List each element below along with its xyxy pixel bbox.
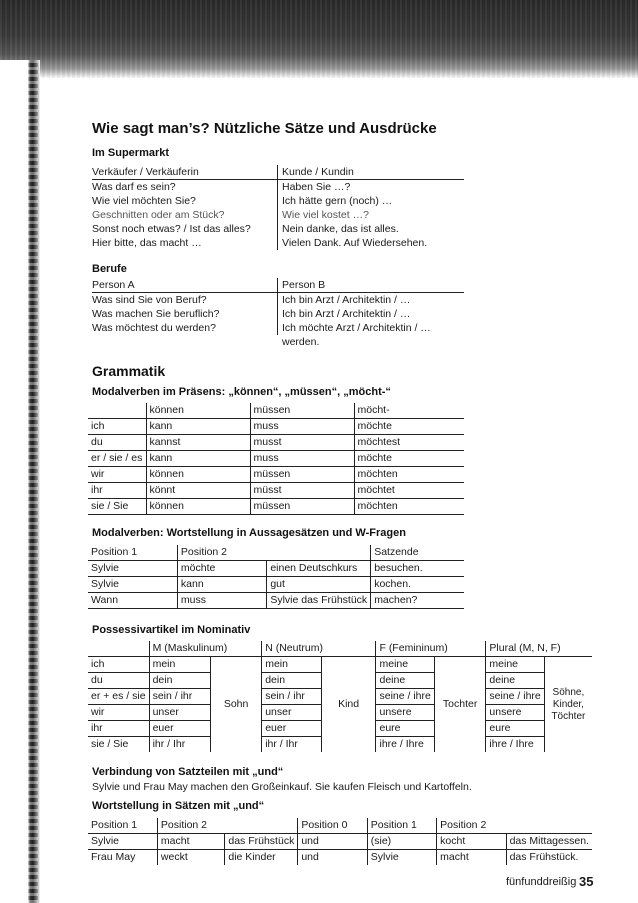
verbindung-text: Sylvie und Frau May machen den Großeinkauf. Sie kaufen Fleisch und Kartoffeln. (92, 781, 472, 793)
cell: Was machen Sie beruflich? (92, 308, 220, 320)
cell: (sie) (367, 834, 436, 850)
table-row (88, 419, 464, 435)
cell: Sylvie (367, 850, 436, 866)
cell: Position 2 (177, 545, 266, 561)
cell (88, 403, 146, 419)
cell: kannst (146, 435, 250, 451)
cell: müssen (250, 467, 354, 483)
berufe-col1-header: Person A (92, 279, 135, 291)
cell: dein (149, 673, 210, 689)
cell: Position 2 (157, 818, 224, 834)
cell: Geschnitten oder am Stück? (92, 209, 225, 221)
page-title: Wie sagt man’s? Nützliche Sätze und Ausdrücke (92, 120, 437, 137)
cell: ihr (88, 483, 146, 499)
table-row (92, 236, 464, 250)
cell: Frau May (91, 851, 136, 863)
cell: können (146, 499, 250, 515)
cell (88, 641, 149, 657)
cell: können (146, 403, 250, 419)
cell: Plural (M, N, F) (486, 641, 592, 657)
supermarkt-table (92, 165, 464, 250)
table-row (88, 834, 592, 850)
table-row (88, 850, 592, 866)
grammatik-heading: Grammatik (92, 363, 166, 379)
cell: einen Deutschkurs (267, 561, 371, 577)
table-row (92, 293, 464, 307)
cell: weckt (157, 850, 224, 866)
cell: kann (177, 577, 266, 593)
cell: meine (376, 657, 434, 673)
cell: F (Femininum) (376, 641, 486, 657)
cell (506, 818, 592, 834)
cell: M (Maskulinum) (149, 641, 262, 657)
wortstellung-table (88, 545, 464, 609)
wortstellung-heading: Modalverben: Wortstellung in Aussagesätzen und W-Fragen (92, 527, 406, 539)
noun-cell: Kind (321, 657, 376, 753)
cell: machen? (371, 593, 464, 609)
cell: kochen. (371, 577, 464, 593)
cell: Sylvie (88, 577, 177, 593)
cell: ihre / Ihre (379, 738, 424, 750)
cell: kann (146, 419, 250, 435)
cell: Wie viel möchten Sie? (92, 195, 196, 207)
und-saetze-heading: Wortstellung in Sätzen mit „und“ (92, 800, 265, 812)
noun-cell: Sohn (211, 657, 262, 753)
cell: das Frühstück. (506, 850, 592, 866)
noun-cell: Tochter (434, 657, 486, 753)
table-row (88, 435, 464, 451)
cell: und (298, 850, 367, 866)
cell: möchten (354, 467, 464, 483)
table-row (88, 593, 464, 609)
cell: dein (262, 673, 321, 689)
cell: deine (486, 673, 544, 689)
cell: Position 1 (88, 818, 157, 834)
cell: möchtest (354, 435, 464, 451)
cell: kann (146, 451, 250, 467)
cell: Hier bitte, das macht … (92, 237, 202, 249)
cell: möchte (354, 451, 464, 467)
table-row (88, 451, 464, 467)
cell: Position 1 (367, 818, 436, 834)
supermarkt-col1-header: Verkäufer / Verkäuferin (92, 166, 199, 178)
cell: wir (88, 705, 149, 721)
cell: Position 2 (437, 818, 506, 834)
cell: Ich bin Arzt / Architektin / … (277, 293, 464, 307)
page-number: 35 (579, 874, 594, 889)
possessiv-heading: Possessivartikel im Nominativ (92, 624, 251, 636)
cell: Sonst noch etwas? / Ist das alles? (92, 223, 251, 235)
table-header-row (88, 403, 464, 419)
cell: sie / Sie (88, 499, 146, 515)
cell: können (146, 467, 250, 483)
cell: kocht (437, 834, 506, 850)
table-row (88, 577, 464, 593)
cell: unser (149, 705, 210, 721)
cell: meine (486, 657, 544, 673)
cell: euer (262, 721, 321, 737)
cell: musst (250, 435, 354, 451)
cell: muss (250, 451, 354, 467)
supermarkt-heading: Im Supermarkt (92, 147, 170, 159)
cell: müssen (250, 403, 354, 419)
cell: seine / ihre (486, 689, 544, 705)
cell: ihr / Ihr (149, 737, 210, 753)
cell: besuchen. (371, 561, 464, 577)
cell: Ich möchte Arzt / Architektin / … werden. (277, 321, 464, 335)
berufe-col2-header: Person B (277, 278, 464, 292)
cell (225, 818, 298, 834)
cell: muss (250, 419, 354, 435)
cell: mein (262, 657, 321, 673)
table-row (92, 180, 464, 194)
table-row (88, 657, 592, 673)
table-row (92, 321, 464, 348)
noun-cell: Söhne, Kinder, Töchter (544, 657, 592, 753)
cell: seine / ihre (376, 689, 434, 705)
cell: eure (486, 721, 544, 737)
cell: das Frühstück (225, 834, 298, 850)
und-saetze-table (88, 818, 592, 865)
cell: das Mittagessen. (506, 834, 592, 850)
table-row (92, 208, 464, 222)
cell: Sylvie (88, 561, 177, 577)
cell: Wann (88, 593, 177, 609)
table-row (92, 307, 464, 321)
cell: ihr / Ihr (265, 738, 298, 750)
berufe-table (92, 278, 464, 348)
table-header-row (88, 641, 592, 657)
table-row (92, 222, 464, 236)
cell: muss (177, 593, 266, 609)
cell: ich (88, 419, 146, 435)
cell: Position 1 (88, 545, 177, 561)
table-header-row (88, 818, 592, 834)
cell: müsst (250, 483, 354, 499)
cell: Was sind Sie von Beruf? (92, 294, 207, 306)
cell: Nein danke, das ist alles. (277, 222, 464, 236)
cell: Ich bin Arzt / Architektin / … (277, 307, 464, 321)
cell: unser (262, 705, 321, 721)
cell: unsere (376, 705, 434, 721)
cell: er + es / sie (88, 689, 149, 705)
cell: möchte (354, 419, 464, 435)
cell: unsere (486, 705, 544, 721)
cell: euer (149, 721, 210, 737)
cell: ihr (88, 721, 149, 737)
cell: Ich hätte gern (noch) … (277, 194, 464, 208)
cell: Vielen Dank. Auf Wiedersehen. (277, 236, 464, 250)
cell (267, 545, 371, 561)
cell: er / sie / es (88, 451, 146, 467)
cell: Was möchtest du werden? (92, 322, 216, 334)
scan-shadow-top (0, 0, 638, 78)
scan-binding-edge (0, 60, 40, 903)
cell: Haben Sie …? (277, 180, 464, 194)
modal-heading: Modalverben im Präsens: „können“, „müssen“, „möcht-“ (92, 386, 391, 398)
cell: sein / ihr (262, 689, 321, 705)
table-row (88, 561, 464, 577)
cell: Was darf es sein? (92, 181, 176, 193)
table-row (88, 483, 464, 499)
cell: möcht- (354, 403, 464, 419)
cell: wir (88, 467, 146, 483)
cell: Position 0 (298, 818, 367, 834)
cell: mein (149, 657, 210, 673)
cell: deine (376, 673, 434, 689)
cell: macht (157, 834, 224, 850)
cell: könnt (146, 483, 250, 499)
cell: du (88, 673, 149, 689)
cell: möchte (177, 561, 266, 577)
cell: N (Neutrum) (262, 641, 376, 657)
possessiv-table (88, 641, 592, 752)
table-row (88, 467, 464, 483)
cell: gut (267, 577, 371, 593)
cell: die Kinder (225, 850, 298, 866)
cell: Wie viel kostet …? (277, 208, 464, 222)
cell: ich (88, 657, 149, 673)
cell: möchten (354, 499, 464, 515)
cell: macht (437, 850, 506, 866)
verbindung-heading: Verbindung von Satzteilen mit „und“ (92, 766, 284, 778)
supermarkt-col2-header: Kunde / Kundin (277, 165, 464, 179)
cell: Sylvie das Frühstück (267, 593, 371, 609)
cell: müssen (250, 499, 354, 515)
page-footer-text: fünfunddreißig (506, 876, 577, 888)
cell: ihre / Ihre (489, 738, 534, 750)
cell: Sylvie (88, 834, 157, 850)
cell: und (298, 834, 367, 850)
table-row (92, 194, 464, 208)
table-row (88, 499, 464, 515)
table-header-row (88, 545, 464, 561)
cell: sie / Sie (91, 738, 129, 750)
berufe-heading: Berufe (92, 263, 127, 275)
cell: sein / ihr (149, 689, 210, 705)
cell: du (88, 435, 146, 451)
cell: eure (376, 721, 434, 737)
cell: Satzende (371, 545, 464, 561)
cell: möchtet (354, 483, 464, 499)
modal-table (88, 403, 464, 515)
